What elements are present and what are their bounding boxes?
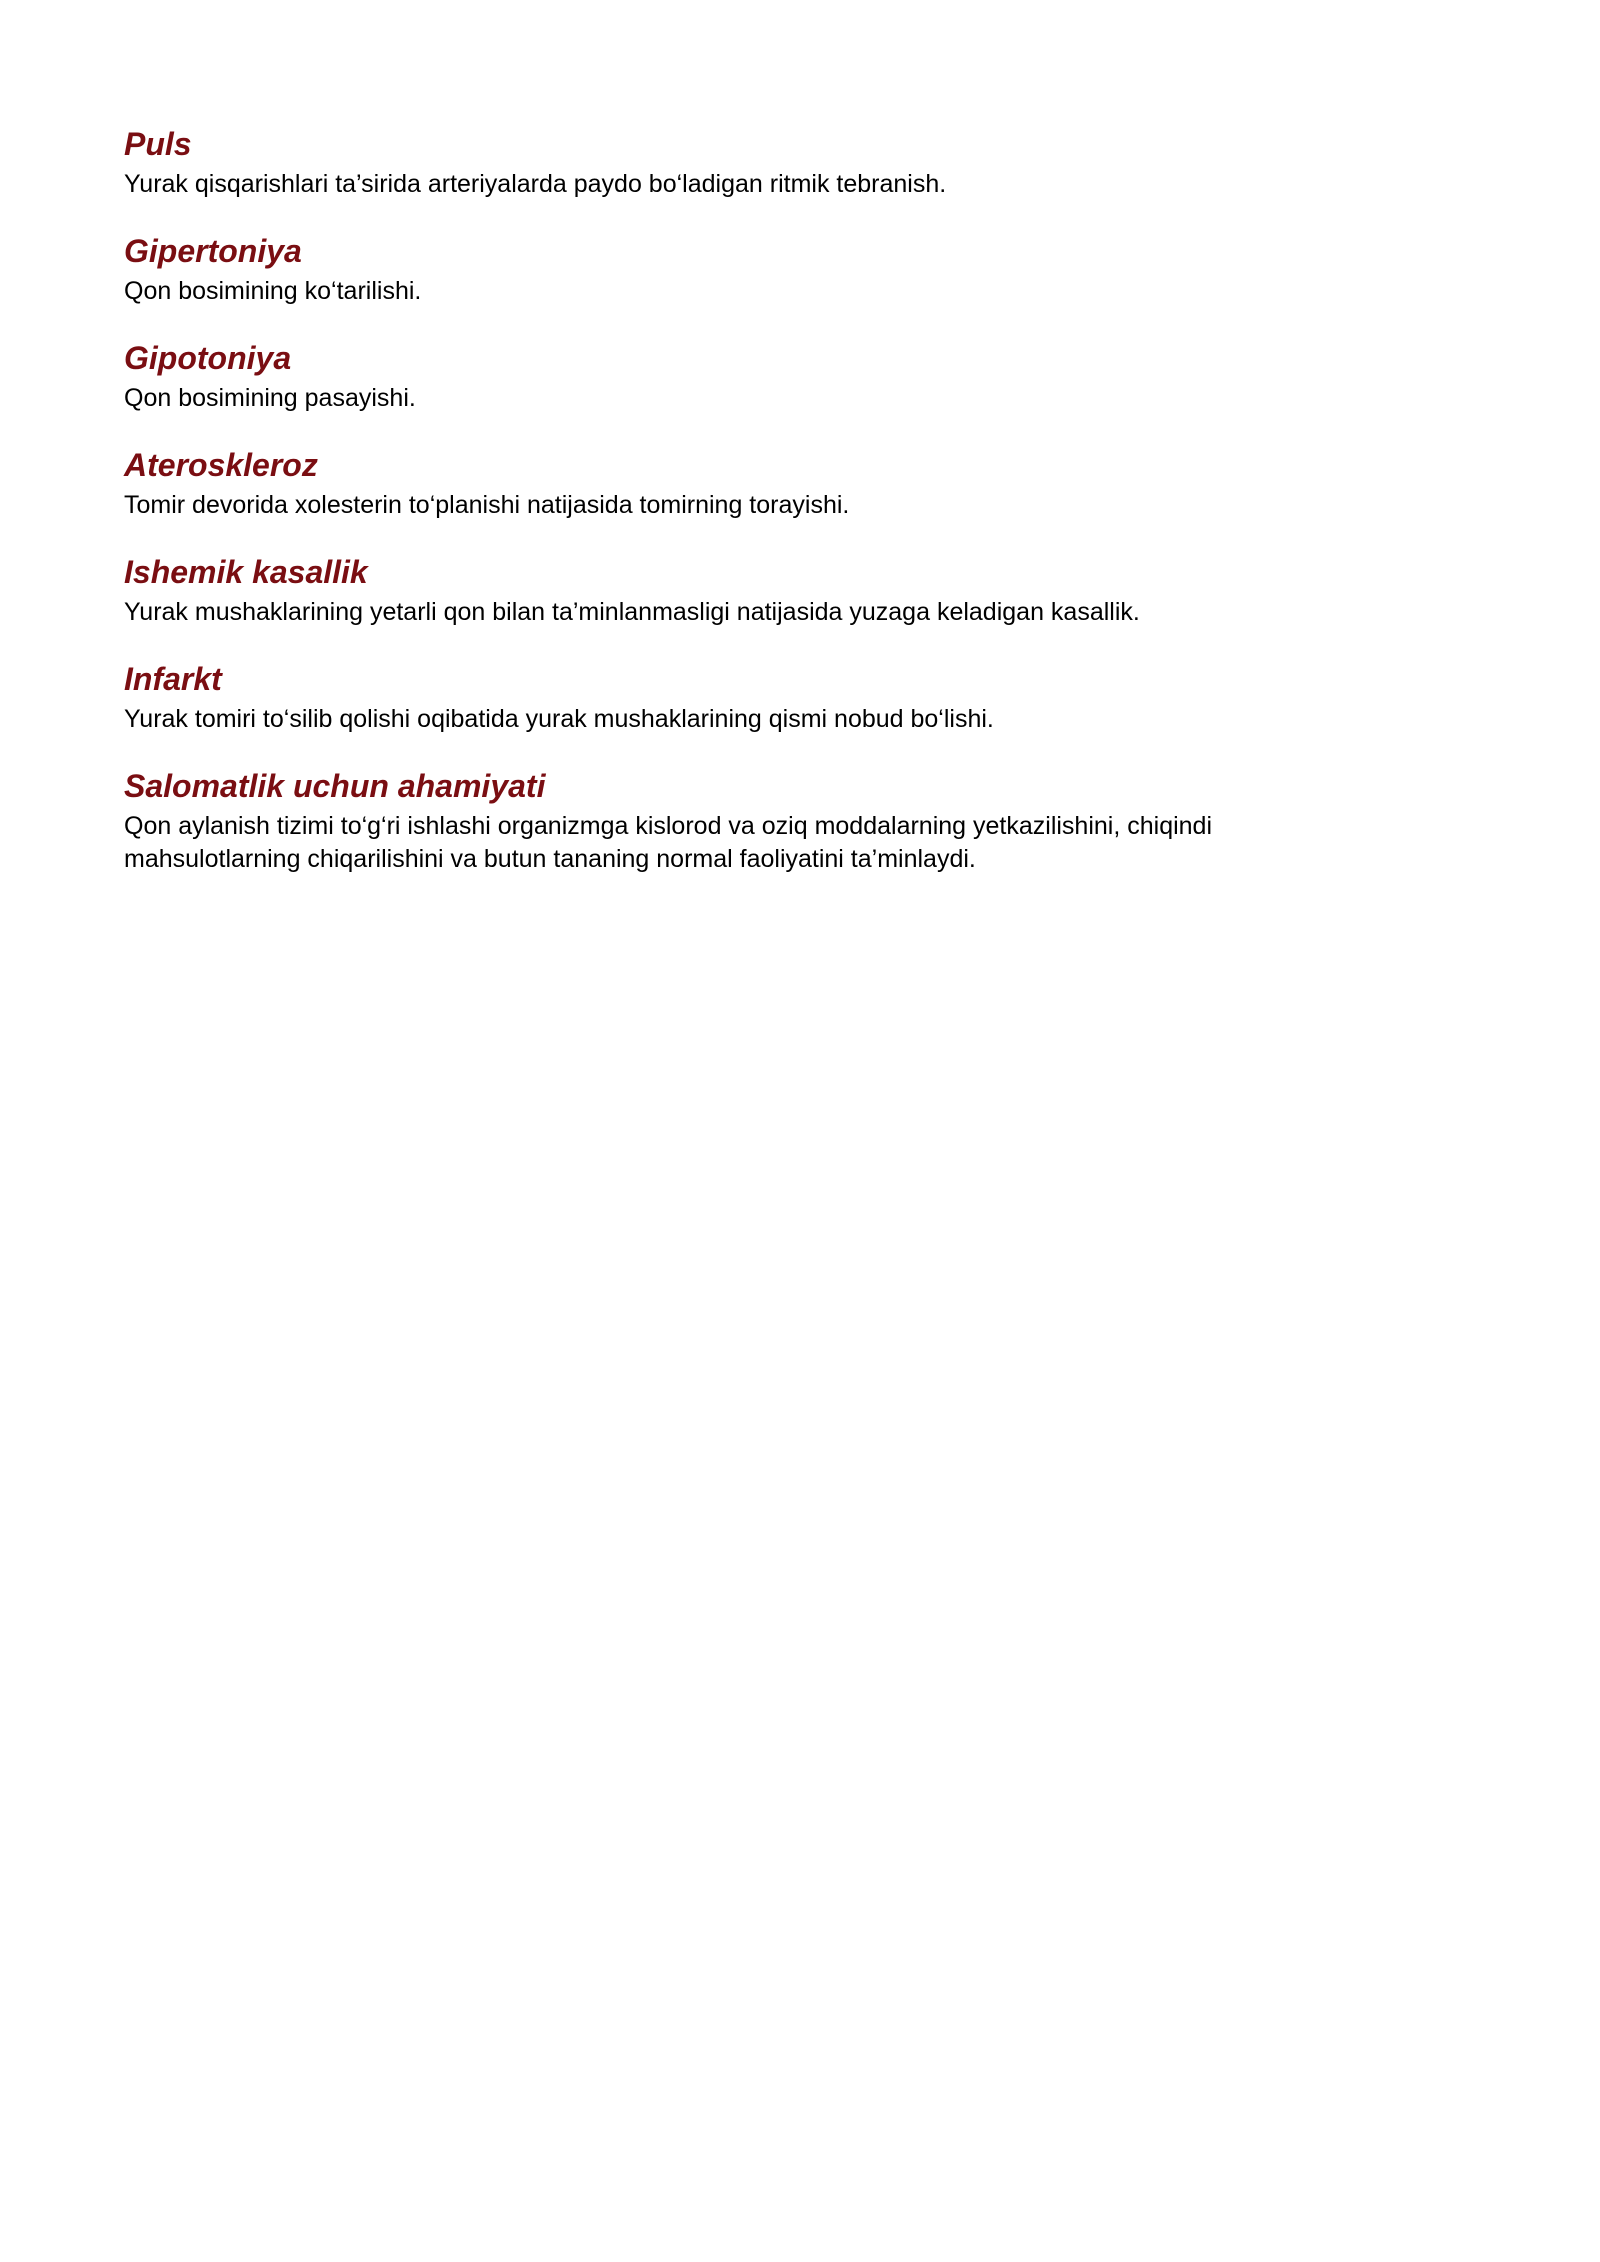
term-definition: Qon bosimining pasayishi. bbox=[124, 384, 416, 412]
term-heading: Gipertoniya bbox=[124, 233, 302, 269]
term-definition: Qon bosimining ko‘tarilishi. bbox=[124, 277, 422, 305]
entry-gipertoniya bbox=[124, 231, 1476, 308]
entry-gipotoniya bbox=[124, 338, 1476, 415]
term-heading: Salomatlik uchun ahamiyati bbox=[124, 768, 546, 804]
term-definition: Qon aylanish tizimi to‘g‘ri ishlashi organizmga kislorod va oziq moddalarning yetkazilishini, chiqindi mahsulotlarning chiqarilishini va butun tananing normal faoliyatini ta’minlaydi. bbox=[124, 812, 1213, 873]
entry-ishemik-kasallik bbox=[124, 552, 1476, 629]
term-heading: Puls bbox=[124, 126, 192, 162]
term-heading: Ishemik kasallik bbox=[124, 554, 368, 590]
entry-puls bbox=[124, 124, 1476, 201]
term-definition: Yurak tomiri to‘silib qolishi oqibatida yurak mushaklarining qismi nobud bo‘lishi. bbox=[124, 705, 994, 733]
term-definition: Yurak mushaklarining yetarli qon bilan ta’minlanmasligi natijasida yuzaga keladigan kasallik. bbox=[124, 598, 1140, 626]
entry-salomatlik-uchun-ahamiyati bbox=[124, 766, 1476, 876]
document-page bbox=[124, 124, 1476, 906]
term-definition: Yurak qisqarishlari ta’sirida arteriyalarda paydo bo‘ladigan ritmik tebranish. bbox=[124, 170, 947, 198]
term-heading: Gipotoniya bbox=[124, 340, 292, 376]
term-heading: Infarkt bbox=[124, 661, 222, 697]
term-definition: Tomir devorida xolesterin to‘planishi natijasida tomirning torayishi. bbox=[124, 491, 850, 519]
entry-infarkt bbox=[124, 659, 1476, 736]
term-heading: Ateroskleroz bbox=[124, 447, 318, 483]
entry-ateroskleroz bbox=[124, 445, 1476, 522]
